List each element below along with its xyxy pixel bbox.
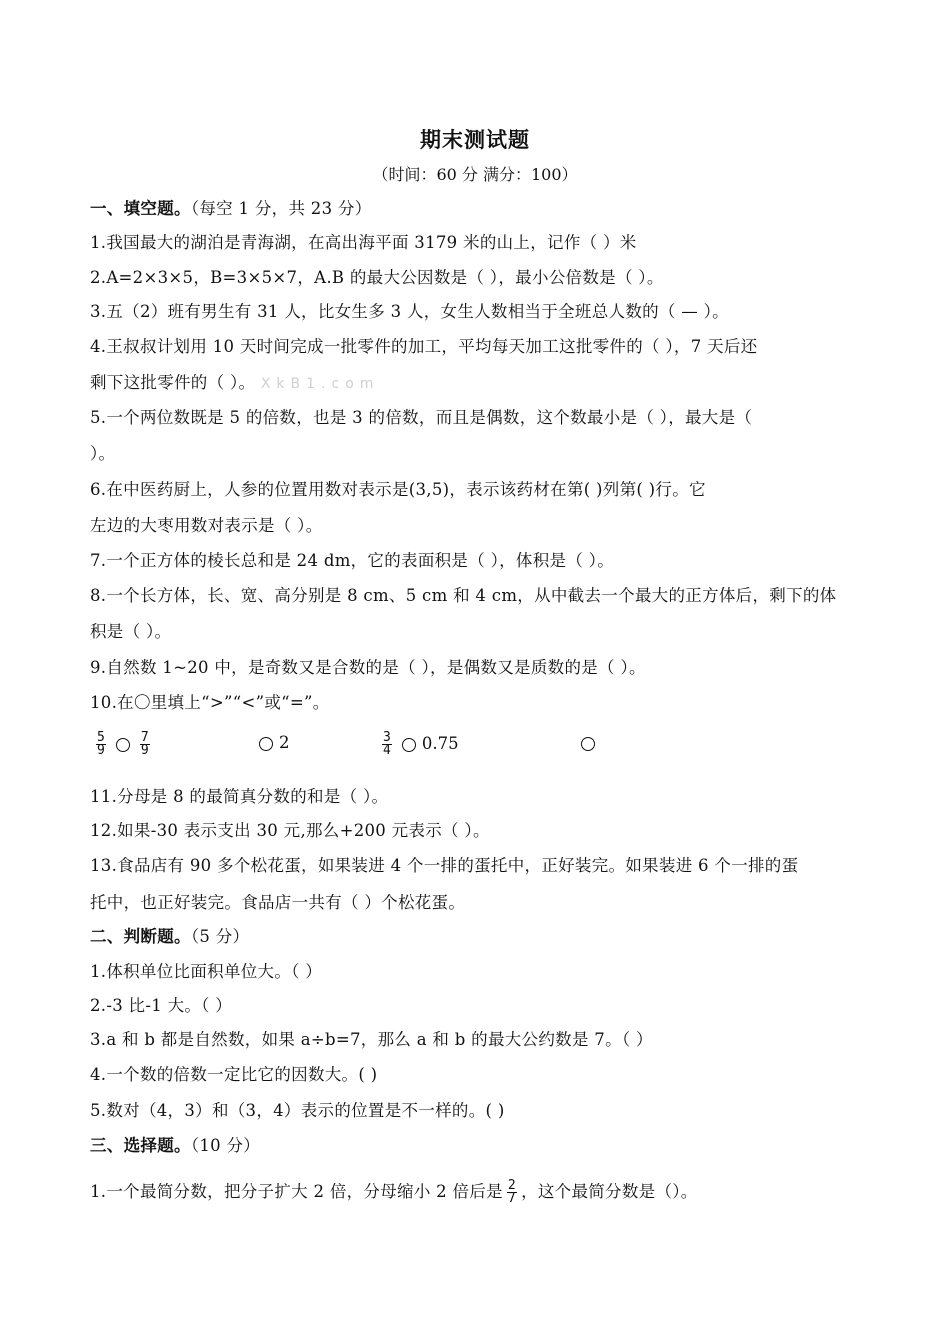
question-1-13-line2: 托中，也正好装完。食品店一共有（ ）个松花蛋。 [90, 893, 466, 912]
question-1-2: 2.A=2×3×5，B=3×5×7，A.B 的最大公因数是（ ），最小公倍数是（ ）。 [90, 268, 664, 287]
compare-circle[interactable] [402, 738, 416, 752]
section-title: 二、判断题。 [90, 927, 191, 946]
section-title: 三、选择题。 [90, 1136, 191, 1155]
denominator: 9 [140, 743, 149, 758]
fraction [96, 732, 106, 757]
question-1-10: 10.在〇里填上“>”“<”或“=”。 [90, 693, 330, 712]
question-3-1-after: ，这个最简分数是（）。 [521, 1182, 698, 1201]
compare-circle[interactable] [259, 737, 273, 751]
question-1-4-text: 剩下这批零件的（ ）。 [90, 373, 256, 392]
question-1-5-line2: ）。 [90, 444, 116, 463]
section-fill-blank-heading [90, 198, 870, 220]
question-2-2: 2.-3 比-1 大。（ ） [90, 996, 233, 1015]
numerator: 5 [97, 730, 105, 745]
denominator: 9 [97, 743, 105, 758]
denominator: 7 [507, 1191, 517, 1206]
compare-value: 0.75 [421, 734, 459, 753]
compare-item-1 [92, 732, 154, 757]
question-1-4-line2 [90, 372, 870, 395]
question-1-6-line2: 左边的大枣用数对表示是（ ）。 [90, 516, 323, 535]
question-1-3: 3.五（2）班有男生有 31 人，比女生多 3 人，女生人数相当于全班总人数的（ — ）。 [90, 302, 729, 321]
fraction [507, 1180, 517, 1205]
question-2-3: 3.a 和 b 都是自然数，如果 a÷b=7，那么 a 和 b 的最大公约数是 7。（ ） [90, 1030, 653, 1049]
question-1-4-line1: 4.王叔叔计划用 10 天时间完成一批零件的加工，平均每天加工这批零件的（ ），7 天后还 [90, 337, 758, 356]
numerator: 2 [507, 1178, 517, 1193]
question-1-8-line2: 积是（ ）。 [90, 622, 172, 641]
question-1-1: 1.我国最大的湖泊是青海湖，在高出海平面 3179 米的山上，记作（ ）米 [90, 233, 637, 252]
question-1-12: 12.如果-30 表示支出 30 元,那么+200 元表示（ ）。 [90, 821, 490, 840]
numerator: 3 [383, 730, 391, 745]
compare-item-4 [575, 732, 601, 754]
section-choice-heading [90, 1135, 870, 1157]
compare-circle[interactable] [116, 738, 130, 752]
section-title: 一、填空题。 [90, 199, 191, 218]
denominator: 4 [383, 743, 391, 758]
question-3-1-before: 1.一个最简分数，把分子扩大 2 倍，分母缩小 2 倍后是 [90, 1182, 503, 1201]
fraction [382, 732, 392, 757]
question-2-5: 5.数对（4，3）和（3，4）表示的位置是不一样的。( ) [90, 1101, 505, 1120]
section-points: （5 分） [190, 927, 250, 946]
compare-item-3 [378, 732, 459, 757]
question-1-5-line1: 5.一个两位数既是 5 的倍数，也是 3 的倍数，而且是偶数，这个数最小是（ ），最大是（ [90, 408, 753, 427]
question-2-1: 1.体积单位比面积单位大。（ ） [90, 962, 323, 981]
exam-time-score: （时间：60 分 满分：100） [372, 165, 578, 184]
question-1-7: 7.一个正方体的棱长总和是 24 dm，它的表面积是（ ），体积是（ ）。 [90, 551, 615, 570]
question-1-9: 9.自然数 1~20 中，是奇数又是合数的是（ ），是偶数又是质数的是（ ）。 [90, 658, 646, 677]
fraction [140, 732, 150, 757]
compare-item-2 [253, 732, 290, 754]
section-points: （10 分） [190, 1136, 261, 1155]
section-points: （每空 1 分，共 23 分） [190, 199, 372, 218]
question-1-11: 11.分母是 8 的最简真分数的和是（ ）。 [90, 787, 389, 806]
question-1-8-line1: 8.一个长方体，长、宽、高分别是 8 cm、5 cm 和 4 cm，从中截去一个最大的正方体后，剩下的体 [90, 586, 837, 605]
question-1-13-line1: 13.食品店有 90 多个松花蛋，如果装进 4 个一排的蛋托中，正好装完。如果装进 6 个一排的蛋 [90, 856, 799, 875]
question-3-1 [90, 1180, 870, 1205]
compare-value: 2 [279, 733, 290, 752]
page-title: 期末测试题 [420, 127, 530, 152]
compare-circle[interactable] [581, 737, 595, 751]
numerator: 7 [140, 730, 149, 745]
section-true-false-heading [90, 926, 870, 948]
watermark-text: XkB1.com [260, 376, 380, 392]
question-1-6-line1: 6.在中医药厨上，人参的位置用数对表示是(3,5)，表示该药材在第( )列第( )行。它 [90, 480, 706, 499]
question-2-4: 4.一个数的倍数一定比它的因数大。( ) [90, 1065, 378, 1084]
